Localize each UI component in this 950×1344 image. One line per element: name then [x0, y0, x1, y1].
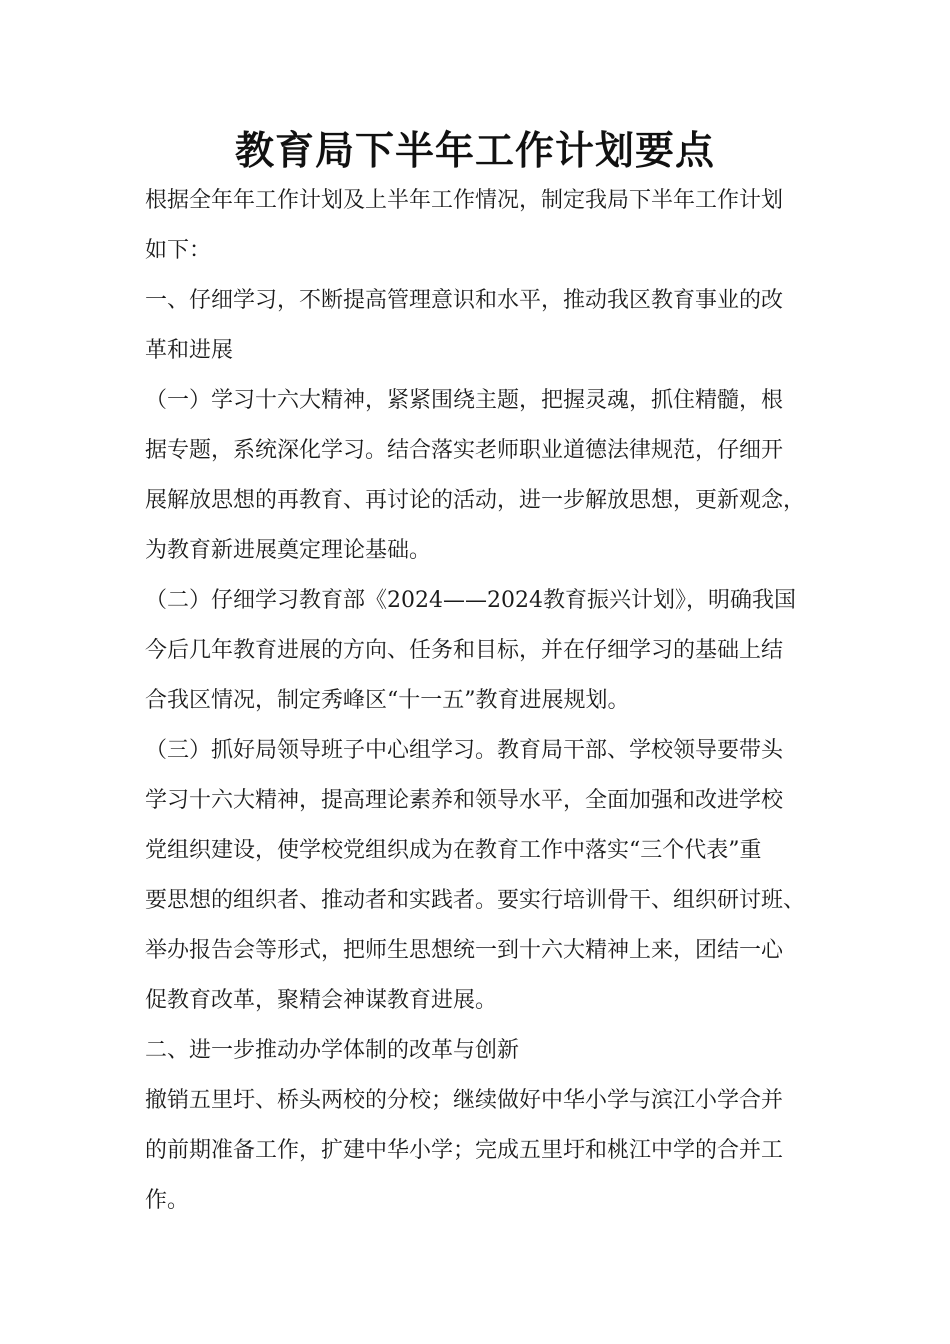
paragraph-line: 学习十六大精神，提高理论素养和领导水平，全面加强和改进学校: [145, 788, 784, 813]
paragraph-line: 今后几年教育进展的方向、任务和目标，并在仔细学习的基础上结: [145, 638, 784, 663]
paragraph-line: 举办报告会等形式，把师生思想统一到十六大精神上来，团结一心: [145, 938, 784, 963]
paragraph-line: 为教育新进展奠定理论基础。: [145, 538, 432, 563]
section-heading-line: 革和进展: [145, 338, 234, 363]
paragraph-line: 党组织建设，使学校党组织成为在教育工作中落实“三个代表”重: [145, 838, 762, 863]
paragraph-line: 促教育改革，聚精会神谋教育进展。: [145, 988, 498, 1013]
paragraph-line: （一）学习十六大精神，紧紧围绕主题，把握灵魂，抓住精髓，根: [145, 388, 784, 413]
paragraph-line: 如下：: [145, 238, 212, 263]
paragraph-line: 的前期准备工作，扩建中华小学；完成五里圩和桃江中学的合并工: [145, 1138, 784, 1163]
paragraph-line: 根据全年年工作计划及上半年工作情况，制定我局下半年工作计划: [145, 188, 784, 213]
paragraph-line: 展解放思想的再教育、再讨论的活动，进一步解放思想，更新观念，: [145, 488, 806, 513]
paragraph-line: （三）抓好局领导班子中心组学习。教育局干部、学校领导要带头: [145, 738, 784, 763]
paragraph-line: 撤销五里圩、桥头两校的分校；继续做好中华小学与滨江小学合并: [145, 1088, 784, 1113]
paragraph-line: 合我区情况，制定秀峰区“十一五”教育进展规划。: [145, 688, 630, 713]
section-heading-line: 二、进一步推动办学体制的改革与创新: [145, 1038, 520, 1063]
paragraph-line: 据专题，系统深化学习。结合落实老师职业道德法律规范，仔细开: [145, 438, 784, 463]
section-heading-line: 一、仔细学习，不断提高管理意识和水平，推动我区教育事业的改: [145, 288, 784, 313]
document-title: 教育局下半年工作计划要点: [234, 129, 715, 174]
paragraph-line: （二）仔细学习教育部《2024——2024教育振兴计划》，明确我国: [145, 588, 796, 613]
paragraph-line: 作。: [145, 1188, 190, 1213]
paragraph-line: 要思想的组织者、推动者和实践者。要实行培训骨干、组织研讨班、: [145, 888, 806, 913]
